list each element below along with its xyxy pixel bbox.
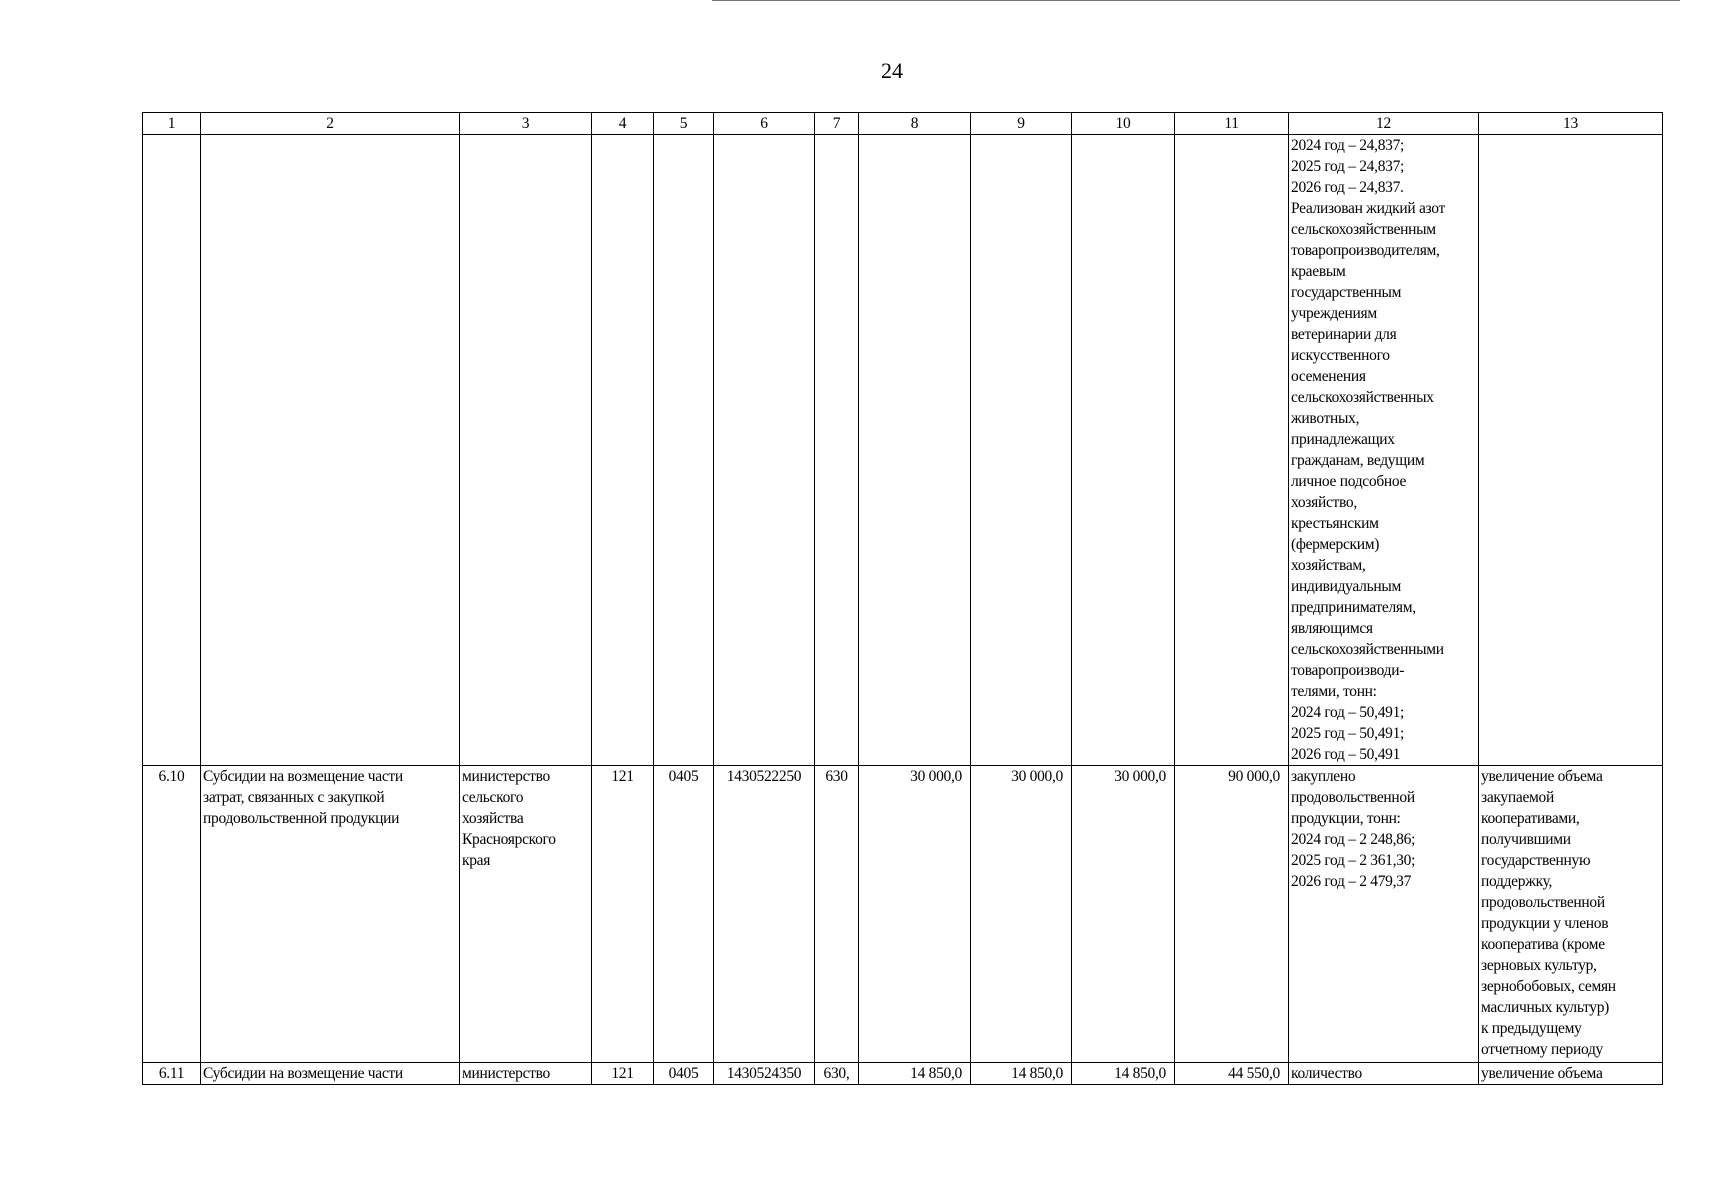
header-col-13: 13 — [1479, 113, 1663, 135]
header-col-8: 8 — [859, 113, 971, 135]
executor-cell — [460, 766, 592, 1063]
indicator-line: получившими — [1481, 831, 1571, 848]
indicator-line: к предыдущему — [1481, 1020, 1582, 1037]
result-line: 2024 год – 2 248,86; — [1291, 831, 1416, 848]
result-line: хозяйствам, — [1291, 557, 1366, 574]
executor-line: Красноярского — [462, 831, 556, 848]
result-line: Реализован жидкий азот — [1291, 200, 1445, 217]
continuation-result-cell — [1289, 135, 1479, 766]
indicator-cell — [1479, 766, 1663, 1063]
indicator-line: увеличение объема — [1481, 768, 1603, 785]
result-line: предпринимателям, — [1291, 599, 1416, 616]
result-line: 2026 год – 2 479,37 — [1291, 873, 1412, 890]
indicator-line: кооператива (кроме — [1481, 936, 1605, 953]
header-row — [143, 113, 1663, 135]
result-cell — [1289, 766, 1479, 1063]
result-line: ветеринарии для — [1291, 326, 1397, 343]
cell-empty — [654, 135, 714, 766]
section-code-cell: 0405 — [654, 1063, 714, 1085]
cell-empty — [714, 135, 815, 766]
result-line: сельскохозяйственным — [1291, 221, 1436, 238]
result-line: 2024 год – 50,491; — [1291, 704, 1405, 721]
cell-empty — [1175, 135, 1289, 766]
executor-line: хозяйства — [462, 810, 524, 827]
cell-empty — [815, 135, 859, 766]
amount-2024-cell: 14 850,0 — [859, 1063, 971, 1085]
measure-name-line: продовольственной продукции — [203, 810, 400, 827]
cell-empty — [971, 135, 1072, 766]
target-article-cell: 1430522250 — [714, 766, 815, 1063]
indicator-line: отчетному периоду — [1481, 1041, 1604, 1058]
indicator-line: зерновых культур, — [1481, 957, 1597, 974]
cell-empty — [143, 135, 201, 766]
row-number: 6.10 — [143, 766, 201, 1063]
header-col-10: 10 — [1072, 113, 1175, 135]
code-cell: 121 — [592, 766, 654, 1063]
indicator-line: кооперативами, — [1481, 810, 1580, 827]
header-col-1: 1 — [143, 113, 201, 135]
expense-type-cell: 630, — [815, 1063, 859, 1085]
result-line: 2026 год – 50,491 — [1291, 746, 1401, 763]
result-line: индивидуальным — [1291, 578, 1401, 595]
section-code-cell: 0405 — [654, 766, 714, 1063]
result-line: государственным — [1291, 284, 1402, 301]
result-line: 2025 год – 50,491; — [1291, 725, 1405, 742]
measure-name-line: затрат, связанных с закупкой — [203, 789, 385, 806]
executor-cell: министерство — [460, 1063, 592, 1085]
measure-name-cell — [201, 766, 460, 1063]
target-article-cell: 1430524350 — [714, 1063, 815, 1085]
result-line: искусственного — [1291, 347, 1390, 364]
indicator-cell: увеличение объема — [1479, 1063, 1663, 1085]
cell-empty — [859, 135, 971, 766]
result-line: краевым — [1291, 263, 1346, 280]
cell-empty — [201, 135, 460, 766]
header-col-6: 6 — [714, 113, 815, 135]
amount-2026-cell: 14 850,0 — [1072, 1063, 1175, 1085]
result-line: крестьянским — [1291, 515, 1379, 532]
code-cell: 121 — [592, 1063, 654, 1085]
result-line: являющимся — [1291, 620, 1373, 637]
result-line: 2025 год – 24,837; — [1291, 158, 1405, 175]
result-line: телями, тонн: — [1291, 683, 1377, 700]
result-line: продукции, тонн: — [1291, 810, 1401, 827]
budget-table — [142, 112, 1663, 1085]
result-line: учреждениям — [1291, 305, 1377, 322]
amount-2024-cell: 30 000,0 — [859, 766, 971, 1063]
header-col-4: 4 — [592, 113, 654, 135]
executor-line: края — [462, 852, 491, 869]
result-line: товаропроизводителям, — [1291, 242, 1440, 259]
top-edge-rule — [712, 0, 1680, 1]
header-col-2: 2 — [201, 113, 460, 135]
executor-line: сельского — [462, 789, 524, 806]
result-cell: количество — [1289, 1063, 1479, 1085]
result-line: сельскохозяйственных — [1291, 389, 1434, 406]
result-line: личное подсобное — [1291, 473, 1407, 490]
amount-total-cell: 90 000,0 — [1175, 766, 1289, 1063]
result-line: сельскохозяйственными — [1291, 641, 1444, 658]
header-col-5: 5 — [654, 113, 714, 135]
result-line: (фермерским) — [1291, 536, 1380, 553]
header-col-12: 12 — [1289, 113, 1479, 135]
expense-type-cell: 630 — [815, 766, 859, 1063]
indicator-line: зернобобовых, семян — [1481, 978, 1616, 995]
indicator-line: закупаемой — [1481, 789, 1554, 806]
cell-empty — [1479, 135, 1663, 766]
indicator-line: масличных культур) — [1481, 999, 1610, 1016]
indicator-line: продукции у членов — [1481, 915, 1609, 932]
result-line: животных, — [1291, 410, 1360, 427]
cell-empty — [592, 135, 654, 766]
result-line: 2026 год – 24,837. — [1291, 179, 1404, 196]
indicator-line: продовольственной — [1481, 894, 1605, 911]
indicator-line: государственную — [1481, 852, 1591, 869]
page-number: 24 — [881, 58, 903, 83]
result-line: товаропроизводи- — [1291, 662, 1405, 679]
cell-empty — [1072, 135, 1175, 766]
table-row-6-10 — [143, 766, 1663, 1063]
result-line: принадлежащих — [1291, 431, 1395, 448]
result-line: 2024 год – 24,837; — [1291, 137, 1405, 154]
amount-total-cell: 44 550,0 — [1175, 1063, 1289, 1085]
measure-name-cell: Субсидии на возмещение части — [201, 1063, 460, 1085]
result-line: гражданам, ведущим — [1291, 452, 1425, 469]
indicator-line: поддержку, — [1481, 873, 1553, 890]
amount-2026-cell: 30 000,0 — [1072, 766, 1175, 1063]
amount-2025-cell: 30 000,0 — [971, 766, 1072, 1063]
result-line: хозяйство, — [1291, 494, 1357, 511]
result-line: продовольственной — [1291, 789, 1415, 806]
header-col-7: 7 — [815, 113, 859, 135]
result-line: закуплено — [1291, 768, 1356, 785]
result-line: 2025 год – 2 361,30; — [1291, 852, 1416, 869]
result-line: осеменения — [1291, 368, 1366, 385]
table-row-6-11 — [143, 1063, 1663, 1085]
amount-2025-cell: 14 850,0 — [971, 1063, 1072, 1085]
header-col-3: 3 — [460, 113, 592, 135]
header-col-9: 9 — [971, 113, 1072, 135]
executor-line: министерство — [462, 768, 550, 785]
header-col-11: 11 — [1175, 113, 1289, 135]
measure-name-line: Субсидии на возмещение части — [203, 768, 403, 785]
cell-empty — [460, 135, 592, 766]
row-number: 6.11 — [143, 1063, 201, 1085]
table-row-continuation — [143, 135, 1663, 766]
